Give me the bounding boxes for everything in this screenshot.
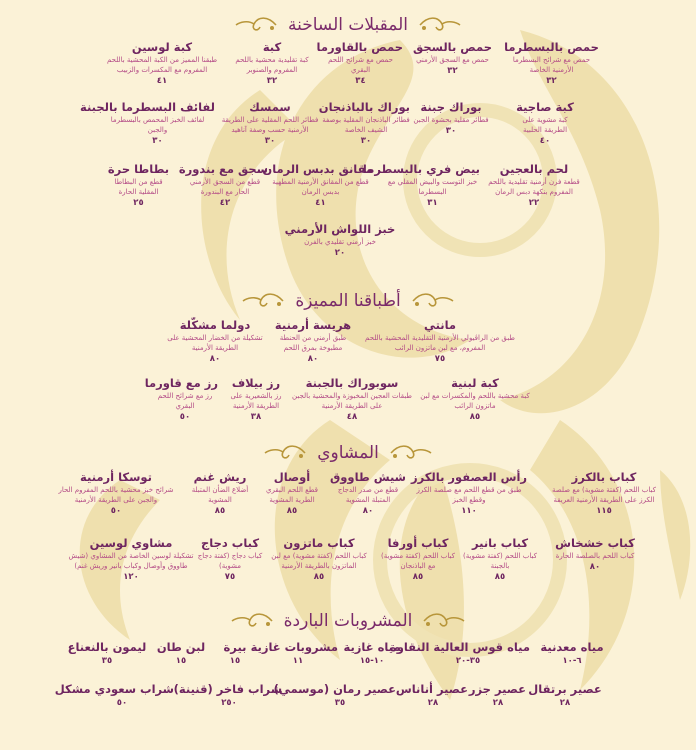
swirl-icon	[234, 14, 278, 36]
drink-item	[173, 682, 282, 709]
item-description: تشكيلة من الخضار المحشية على الطريقة الأرمنية	[167, 334, 263, 352]
section-title-hot-appetizers	[0, 10, 696, 40]
item-description: قطع من السجق الأرمني الحار مع البندورة	[189, 178, 261, 196]
item-description: قطع من المقانق الأرمنية المطهية بدبس الرمان	[272, 178, 369, 196]
item-description: طبق من قطع اللحم مع صلصة الكرز وقطع الخبز	[416, 486, 522, 504]
item-name: مشروبات غازية	[250, 640, 338, 654]
item-price: ٢٨	[427, 698, 439, 708]
item-price: ٨٥	[214, 506, 226, 516]
menu-item	[165, 318, 265, 365]
menu-item	[545, 470, 663, 517]
item-name: مياه معدنية	[540, 640, 604, 654]
item-name: بوراك جبنة	[420, 100, 482, 114]
item-description: كباب اللحم بالصلصة الحارة	[555, 552, 635, 560]
item-description: كبة مشوية على الطريقة الحلبية	[522, 116, 568, 134]
swirl-icon	[230, 610, 274, 632]
item-price: ٨٠	[307, 354, 319, 364]
menu-item	[362, 162, 480, 209]
item-price: ٣٥-٢٠	[455, 656, 481, 666]
item-description: خبز أرمني تقليدي بالفرن	[304, 238, 376, 246]
item-description: حمص مع شرائح البسطرما الأرمنية الخاصة	[512, 56, 591, 74]
item-name: سوبوراك بالجبنة	[305, 376, 399, 390]
menu-item	[292, 376, 412, 423]
item-description: حمص مع السجق الأرمني	[416, 56, 489, 64]
item-name: عصير أناناس	[395, 682, 468, 696]
item-price: ١١٠	[461, 506, 477, 516]
menu-item	[228, 40, 316, 87]
menu-item	[410, 470, 528, 517]
item-price: ٢٠	[334, 248, 346, 258]
item-price: ٤٢	[219, 198, 231, 208]
item-price: ٣٥	[334, 698, 346, 708]
drink-item	[66, 640, 148, 667]
menu-item	[106, 162, 171, 209]
item-name: عصير جزر	[468, 682, 526, 696]
item-name: ريش غنم	[193, 470, 247, 484]
menu-item	[266, 536, 372, 583]
item-description: كباب اللحم (كفتة مشوية) مع الباذنجان	[381, 552, 455, 570]
item-price: ٨٥	[469, 412, 481, 422]
menu-item	[98, 40, 226, 87]
item-name: كباب بانير	[471, 536, 529, 550]
item-price: ٣٢	[447, 66, 458, 76]
item-description: كباب اللحم (كفتة مشوية) مع لبن الماتزون بالطريقة الأرمنية	[271, 552, 367, 570]
item-description: طبق من الراڤيولي الأرمنية التقليدية المحشية باللحم المفروم، مع لبن ماتزون الرائب	[365, 334, 515, 352]
item-description: كباب اللحم (كفتة مشوية) بالجبنة	[463, 552, 537, 570]
item-name: كبة لوسين	[131, 40, 193, 54]
section-title-text: أطباقنا المميزة	[295, 291, 401, 311]
menu-item	[318, 100, 410, 147]
section-title-text: المقبلات الساخنة	[288, 15, 409, 35]
section-title-text: المشروبات الباردة	[283, 611, 413, 631]
item-name: حمص بالبسطرما	[504, 40, 599, 54]
item-description: أضلاع الضأن المتبلة المشوية	[191, 486, 249, 504]
drink-item	[395, 682, 468, 709]
item-price: ٣٠	[264, 136, 276, 146]
item-name: عصير رمان (موسمي)	[273, 682, 396, 696]
item-price: ٢٨	[559, 698, 571, 708]
item-name: مياه قوس العالية النقاوة	[389, 640, 530, 654]
item-price: ٣٠	[445, 126, 457, 136]
swirl-icon	[389, 442, 433, 464]
menu-item	[550, 536, 640, 573]
drink-item	[470, 682, 526, 709]
item-price: ٢٢	[528, 198, 540, 208]
item-price: ٢٨	[492, 698, 504, 708]
item-description: فطائر مقلية بحشوة الجبن	[413, 116, 489, 124]
item-price: ١٠-١٥	[359, 656, 385, 666]
section-title-text: المشاوي	[317, 443, 379, 463]
menu-item	[68, 536, 194, 583]
item-price: ١١	[292, 656, 304, 666]
item-price: ٤١	[156, 76, 168, 86]
swirl-icon	[241, 290, 285, 312]
item-description: قطع اللحم البقري الطرية المشوية	[266, 486, 318, 504]
swirl-icon	[263, 442, 307, 464]
item-description: خبز التوست والبيض المقلي مع البسطرما	[387, 178, 478, 196]
item-name: بيض فري بالبسطرما	[362, 162, 480, 176]
item-name: سمسك	[249, 100, 291, 114]
item-name: هريسة أرمنية	[274, 318, 352, 332]
menu-item	[48, 470, 184, 517]
item-name: شراب سعودي مشكل	[54, 682, 174, 696]
item-price: ٨٠	[589, 562, 601, 572]
menu-item	[330, 470, 406, 517]
item-price: ٤٠	[539, 136, 551, 146]
menu-item	[222, 376, 290, 423]
item-name: كبة لبنية	[451, 376, 499, 390]
item-description: كبة تقليدية محشية باللحم المفروم والصنوبر	[235, 56, 309, 74]
menu-item	[378, 536, 458, 583]
item-name: خبز اللواش الأرمني	[284, 222, 396, 236]
drink-item	[273, 682, 396, 709]
item-name: كبة صاجية	[516, 100, 574, 114]
item-name: كباب بالكرز	[571, 470, 637, 484]
item-description: شرائح خبز محشية باللحم المفروم الحار والجبن على الطريقة الأرمنية	[58, 486, 174, 504]
item-description: قطع من صدر الدجاج المتبلة المشوية	[337, 486, 399, 504]
menu-item	[460, 536, 540, 583]
item-name: بطاطا حرة	[107, 162, 170, 176]
item-description: لفائف الخبز المحمص بالبسطرما والجبن	[110, 116, 205, 134]
item-description: كبة محشية باللحم والمكسرات مع لبن ماتزون الرائب	[420, 392, 530, 410]
item-name: سجق مع بندورة	[178, 162, 268, 176]
item-name: كباب خشخاش	[555, 536, 635, 550]
item-description: فطائر اللحم المقلية على الطريقة الأرمنية حسب وصفة آناهيد	[221, 116, 319, 134]
item-price: ١٥	[229, 656, 241, 666]
item-name: كباب أورفا	[387, 536, 449, 550]
item-name: شيش طاووق	[330, 470, 406, 484]
item-price: ١١٥	[596, 506, 612, 516]
item-price: ٨٠	[362, 506, 374, 516]
item-price: ٣٠	[360, 136, 372, 146]
item-name: رز مع قاورما	[144, 376, 218, 390]
menu-item	[80, 100, 215, 147]
drink-item	[54, 682, 174, 709]
item-description: فطائر الباذنجان المقلية بوصفة الشيف الخاصة	[322, 116, 410, 134]
menu-item	[410, 100, 492, 137]
item-price: ٦-١٠	[562, 656, 582, 666]
drink-item	[150, 640, 212, 667]
item-price: ٧٥	[224, 572, 236, 582]
item-price: ٣٢	[266, 76, 278, 86]
item-description: رز بالشعيرية على الطريقة الأرمنية	[230, 392, 282, 410]
menu-item	[504, 40, 599, 87]
item-description: طبقات العجين المخبوزة والمحشية بالجبن على الطريقة الأرمنية	[292, 392, 412, 410]
item-name: توسكا أرمنية	[80, 470, 152, 484]
item-name: بيرة	[223, 640, 247, 654]
section-title-cold-drinks	[0, 606, 696, 636]
item-name: بوراك بالباذنجان	[318, 100, 410, 114]
item-description: طبق أرمني من الحنطة مطبوخة بمرق اللحم	[279, 334, 347, 352]
item-price: ٥٠	[116, 698, 128, 708]
item-name: رز بيلاف	[231, 376, 281, 390]
menu-item	[262, 162, 373, 209]
item-name: مانتي	[423, 318, 457, 332]
item-price: ٨٠	[209, 354, 221, 364]
item-description: كباب دجاج (كفتة دجاج مشوية)	[197, 552, 263, 570]
drink-item	[250, 640, 338, 667]
item-name: عصير برتقال	[528, 682, 602, 696]
section-title-specialties	[0, 286, 696, 316]
drink-item	[532, 640, 612, 667]
menu-item	[268, 318, 358, 365]
item-name: مقانق بدبس الرمان	[262, 162, 373, 176]
item-name: ليمون بالنعناع	[67, 640, 147, 654]
item-price: ٨٥	[313, 572, 325, 582]
menu-item	[178, 162, 268, 209]
drink-item	[389, 640, 530, 667]
item-name: لحم بالعجين	[499, 162, 569, 176]
drink-item	[528, 682, 602, 709]
item-name: مياه غازية	[343, 640, 401, 654]
item-price: ٣٥	[101, 656, 113, 666]
item-name: أوصال	[273, 470, 311, 484]
menu-item	[420, 376, 530, 423]
menu-item	[478, 162, 590, 209]
item-price: ٢٥٠	[221, 698, 237, 708]
item-description: طبقنا المميز من الكبة المحشية باللحم المفروم مع المكسرات والزبيب	[106, 56, 218, 74]
item-description: قطعة فرن أرمنية تقليدية باللحم المفروم بنكهة دبس الرمان	[488, 178, 580, 196]
item-price: ٥٠	[179, 412, 191, 422]
item-price: ٣٤	[355, 76, 366, 86]
item-name: لبن طان	[156, 640, 206, 654]
item-name: مشاوي لوسين	[89, 536, 173, 550]
item-price: ٣٨	[250, 412, 262, 422]
menu-item	[220, 100, 320, 147]
menu-item	[318, 40, 403, 87]
item-name: دولما مشكّلة	[179, 318, 251, 332]
item-price: ١٢٠	[123, 572, 139, 582]
item-price: ٤١	[315, 198, 326, 208]
item-name: كبة	[262, 40, 282, 54]
item-price: ٧٥	[434, 354, 446, 364]
item-name: لفائف البسطرما بالجبنة	[80, 100, 215, 114]
item-name: كباب ماتزون	[283, 536, 355, 550]
item-name: شراب فاخر (قنينة)	[173, 682, 282, 696]
item-price: ٥٠	[110, 506, 122, 516]
item-price: ٨٥	[494, 572, 506, 582]
section-title-grills	[0, 438, 696, 468]
item-price: ٣٠	[152, 136, 163, 146]
swirl-icon	[411, 290, 455, 312]
menu-item	[186, 470, 254, 517]
drink-item	[340, 640, 404, 667]
item-name: رأس العصفور بالكرز	[410, 470, 528, 484]
menu-item	[360, 318, 520, 365]
item-price: ٨٥	[286, 506, 298, 516]
menu-item	[510, 100, 580, 147]
item-description: كباب اللحم (كفتة مشوية) مع صلصة الكرز على الطريقة الأرمنية العريقة	[552, 486, 656, 504]
item-price: ٤٨	[346, 412, 358, 422]
item-description: حمص مع شرائح اللحم البقري	[328, 56, 393, 74]
item-price: ٣٢	[546, 76, 557, 86]
item-name: حمص بالسجق	[412, 40, 492, 54]
menu-item	[196, 536, 264, 583]
menu-item	[144, 376, 218, 423]
item-price: ٣١	[427, 198, 438, 208]
item-description: رز مع شرائح اللحم البقري	[157, 392, 213, 410]
item-name: كباب دجاج	[200, 536, 260, 550]
item-price: ١٥	[175, 656, 187, 666]
menu-item	[410, 40, 495, 77]
drink-item	[214, 640, 256, 667]
swirl-icon	[422, 610, 466, 632]
item-price: ٢٥	[133, 198, 144, 208]
menu-item	[280, 222, 400, 259]
item-description: قطع من البطاطا المقلية الحارة	[114, 178, 163, 196]
item-price: ٨٥	[412, 572, 424, 582]
swirl-icon	[418, 14, 462, 36]
item-description: تشكيلة لوسين الخاصة من المشاوي (شيش طاووق وأوصال وكباب بانير وريش غنم)	[68, 552, 194, 570]
item-name: حمص بالقاورما	[316, 40, 403, 54]
menu-item	[256, 470, 328, 517]
